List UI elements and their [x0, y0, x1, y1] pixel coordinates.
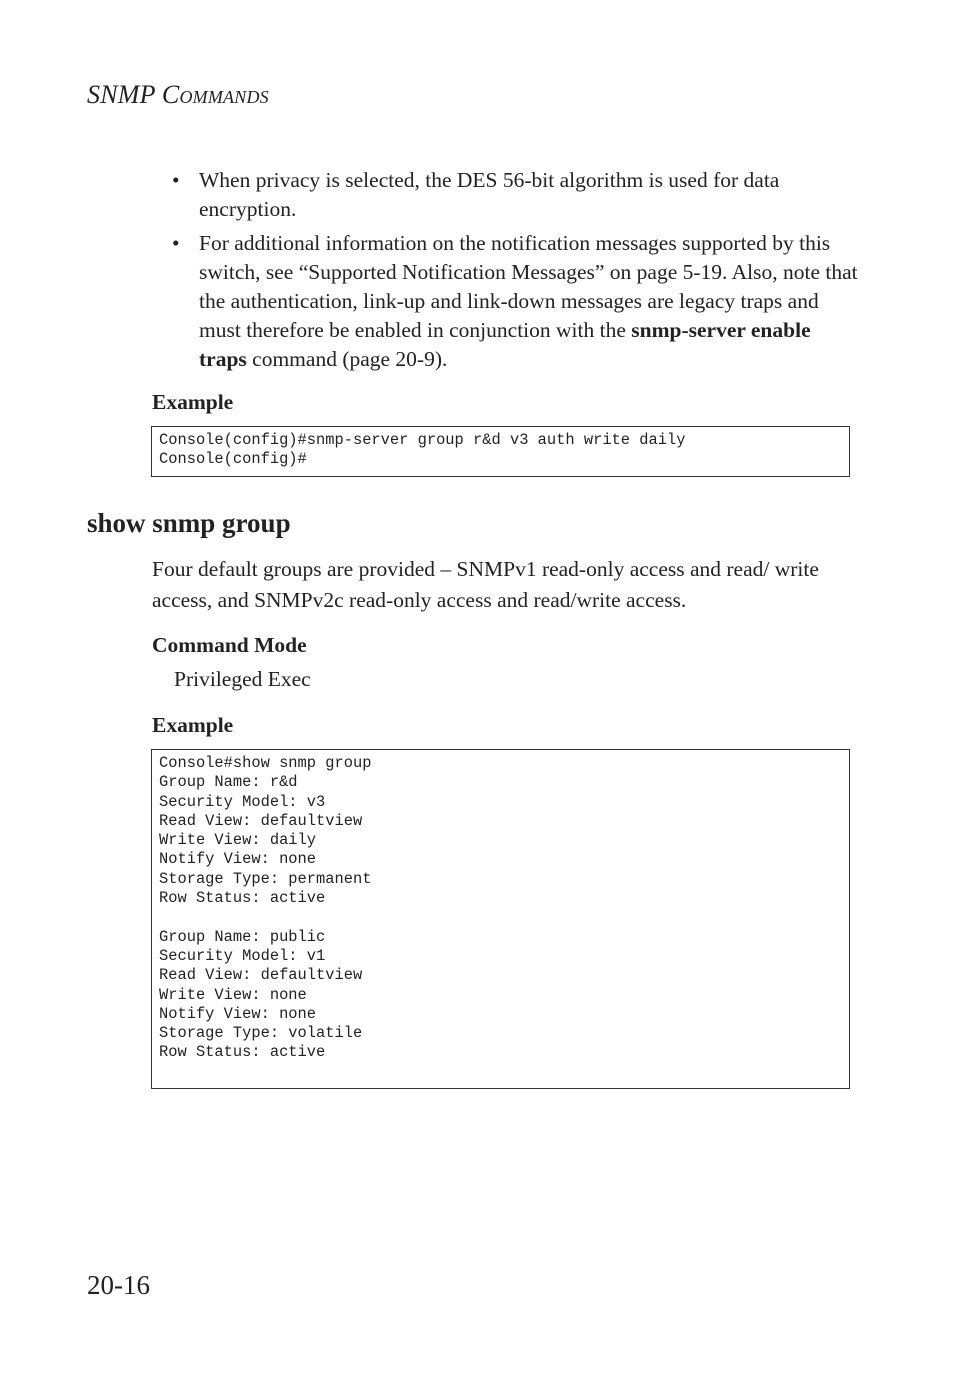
- example-heading-2: Example: [152, 713, 234, 737]
- code-line: Group Name: r&d: [159, 773, 298, 792]
- code-line: Console(config)#snmp-server group r&d v3 auth write daily: [159, 431, 686, 449]
- bullet-item-privacy: [172, 166, 862, 224]
- code-line: Security Model: v1: [159, 946, 326, 965]
- bullet-text-tail: command (page 20-9).: [246, 347, 448, 371]
- code-line: Notify View: none: [159, 1004, 317, 1023]
- page-number: 20-16: [87, 1270, 150, 1300]
- command-mode-heading: Command Mode: [152, 633, 307, 657]
- bullet-text: When privacy is selected, the DES 56-bit algorithm is used for data encryption.: [199, 168, 780, 221]
- code-line: Console(config)#: [159, 450, 307, 469]
- code-line: Read View: defaultview: [159, 811, 363, 830]
- code-line: [159, 1063, 841, 1082]
- bullet-dot: •: [172, 231, 180, 255]
- code-line: Write View: none: [159, 985, 307, 1004]
- example-heading-1: Example: [152, 390, 234, 414]
- running-header: [87, 80, 269, 110]
- code-line: Storage Type: volatile: [159, 1024, 363, 1043]
- code-line: Row Status: active: [159, 1043, 326, 1062]
- bullet-list: [172, 166, 862, 379]
- code-line: Row Status: active: [159, 889, 326, 908]
- code-line: Storage Type: permanent: [159, 869, 372, 888]
- code-line: [159, 908, 841, 927]
- command-mode-value: Privileged Exec: [174, 667, 311, 691]
- code-line: Write View: daily: [159, 831, 317, 850]
- code-line: Security Model: v3: [159, 792, 326, 811]
- bullet-dot: •: [172, 168, 180, 192]
- running-header-initial: SNMP C: [87, 80, 180, 109]
- bullet-item-notifications: [172, 229, 862, 374]
- code-line: Group Name: public: [159, 927, 326, 946]
- section-title: show snmp group: [87, 508, 291, 538]
- section-description: Four default groups are provided – SNMPv1 read-only access and read/ write access, and SNMPv2c read-only access and read/write access.: [152, 557, 819, 612]
- code-line: Notify View: none: [159, 850, 317, 869]
- code-line: Read View: defaultview: [159, 966, 363, 985]
- code-line: Console#show snmp group: [159, 754, 372, 772]
- running-header-smallcaps: OMMANDS: [179, 87, 269, 107]
- code-block-1: [151, 426, 850, 477]
- bullet-bold-command: snmp-server enable traps: [199, 318, 811, 371]
- code-block-2: [151, 749, 850, 1089]
- bullet-text: For additional information on the notification messages supported by this switch, see “Supported Notification Messages” on page 5-19. Also, note that the authentication, link-up and link-down messages are legacy traps and must therefore be enabled in conjunction with the: [199, 231, 858, 342]
